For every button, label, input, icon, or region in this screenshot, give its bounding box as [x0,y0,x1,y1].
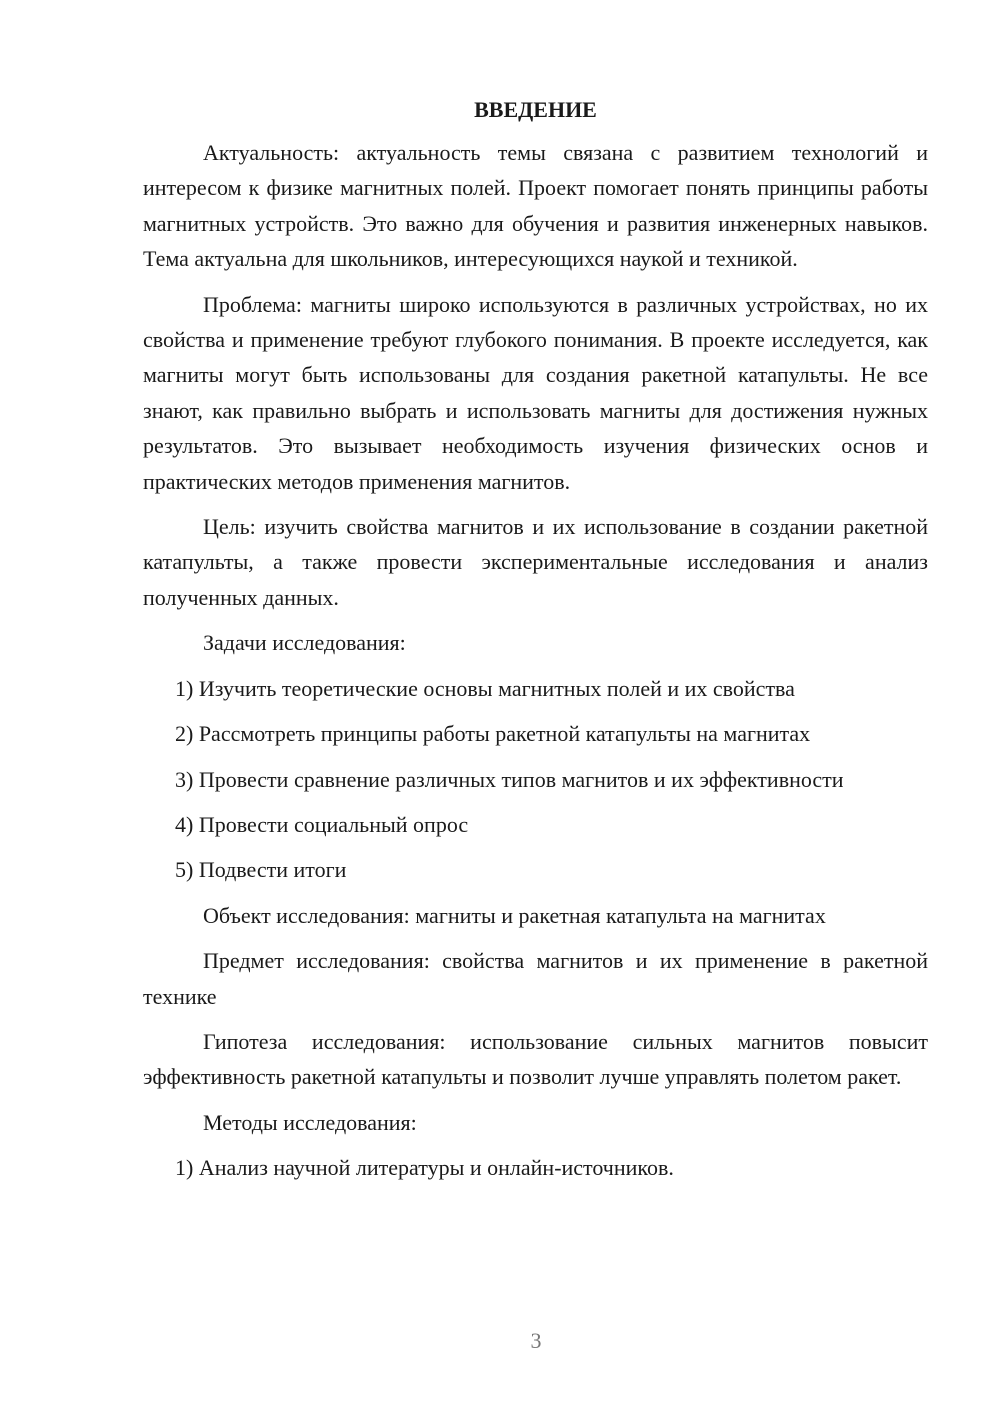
relevance-paragraph: Актуальность: актуальность темы связана с развитием технологий и интересом к физике магнитных полей. Проект помогает понять принципы работы магнитных устройств. Это важно для обучения и развития инженерных навыков. Тема актуальна для школьников, интересующихся наукой и техникой. [143,140,928,272]
methods-heading: Методы исследования: [203,1109,417,1135]
method-item: 1) Анализ научной литературы и онлайн-источников. [175,1155,674,1181]
section-title: ВВЕДЕНИЕ [474,97,597,122]
page-content [143,92,928,1196]
goal-paragraph: Цель: изучить свойства магнитов и их использование в создании ракетной катапульты, а также провести экспериментальные исследования и анализ полученных данных. [143,514,928,610]
hypothesis-paragraph: Гипотеза исследования: использование сильных магнитов повысит эффективность ракетной катапульты и позволит лучше управлять полетом ракет. [143,1028,928,1090]
task-item: 3) Провести сравнение различных типов магнитов и их эффективности [175,766,844,792]
page-number: 3 [530,1328,542,1353]
task-item: 5) Подвести итоги [175,857,347,883]
task-item: 1) Изучить теоретические основы магнитных полей и их свойства [175,675,795,701]
task-item: 2) Рассмотреть принципы работы ракетной катапульты на магнитах [175,721,811,747]
task-item: 4) Провести социальный опрос [175,811,469,837]
tasks-heading: Задачи исследования: [203,630,406,656]
subject-paragraph: Предмет исследования: свойства магнитов и их применение в ракетной технике [143,948,928,1009]
problem-paragraph: Проблема: магниты широко используются в различных устройствах, но их свойства и применение требуют глубокого понимания. В проекте исследуется, как магниты могут быть использованы для создания ракетной катапульты. Не все знают, как правильно выбрать и использовать магниты для достижения нужных результатов. Это вызывает необходимость изучения физических основ и практических методов применения магнитов. [143,291,928,494]
object-paragraph: Объект исследования: магниты и ракетная катапульта на магнитах [203,902,826,928]
